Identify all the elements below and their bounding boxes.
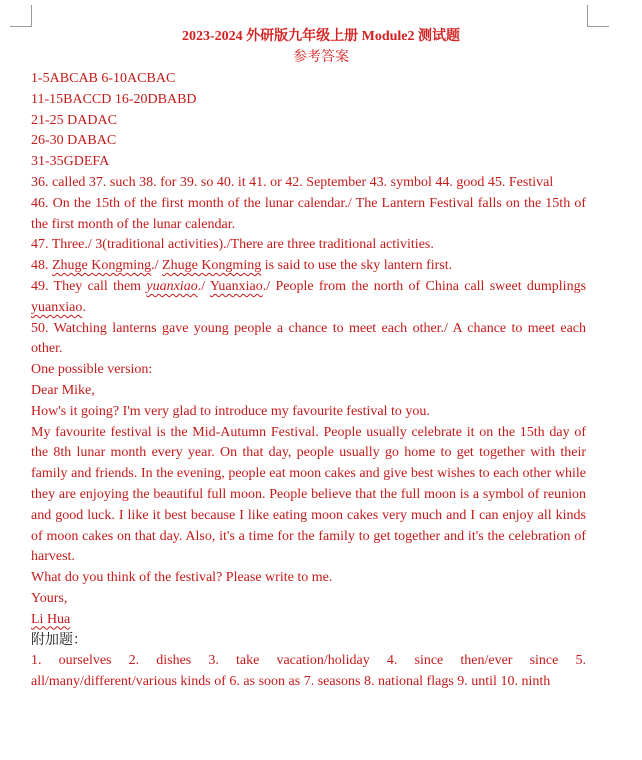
answer-49-line-b xyxy=(31,298,586,319)
writing-closing-question: What do you think of the festival? Please write to me. xyxy=(31,570,333,586)
answer-48-separator: ./ xyxy=(151,258,163,274)
answer-46-line-b: the first month of the lunar calendar. xyxy=(31,216,236,232)
answer-line-11-20: 11-15BACCD 16-20DBABD xyxy=(31,91,197,107)
answer-line-21-25: 21-25 DADAC xyxy=(31,112,117,128)
answer-48-prefix: 48. xyxy=(31,258,52,274)
document-title: 2023-2024 外研版九年级上册 Module2 测试题 xyxy=(181,29,461,44)
answer-49-word-3: yuanxiao xyxy=(31,299,83,315)
answer-49-separator: ./ xyxy=(197,278,210,294)
document-body xyxy=(31,69,586,693)
answer-49-prefix: 49. They call them xyxy=(31,278,147,294)
writing-name xyxy=(31,610,586,631)
writing-name-text: Li Hua xyxy=(31,611,71,627)
crop-mark-top-left-horizontal xyxy=(10,26,32,27)
answer-48-name-1: Zhuge Kongming xyxy=(52,258,152,274)
answer-49-word-1: yuanxiao xyxy=(146,278,198,294)
bonus-line-1: 1. ourselves 2. dishes 3. take vacation/holiday 4. since then/ever since 5. xyxy=(31,653,586,669)
answer-line-31-35: 31-35GDEFA xyxy=(31,154,110,170)
answer-46-line-a: 46. On the 15th of the first month of the lunar calendar./ The Lantern Festival falls on the 15th of xyxy=(31,195,586,211)
answer-line-26-30: 26-30 DABAC xyxy=(31,133,117,149)
answer-49-suffix: ./ People from the north of China call sweet dumplings xyxy=(262,278,587,294)
answer-48-name-2: Zhuge Kongming xyxy=(162,258,262,274)
answer-48 xyxy=(31,256,586,277)
document-subtitle: 参考答案 xyxy=(293,50,349,65)
answer-47: 47. Three./ 3(traditional activities)./There are three traditional activities. xyxy=(31,237,434,253)
bonus-line-2: all/many/different/various kinds of 6. as soon as 7. seasons 8. national flags 9. until 10. ninth xyxy=(31,674,551,690)
answer-49-line-a xyxy=(31,277,586,298)
answer-line-36-45: 36. called 37. such 38. for 39. so 40. it 41. or 42. September 43. symbol 44. good 45. Festival xyxy=(31,174,554,190)
bonus-heading: 附加题： xyxy=(31,632,87,648)
answer-50-line-a: 50. Watching lanterns gave young people a chance to meet each other./ A chance to meet each xyxy=(31,320,586,336)
writing-intro: How's it going? I'm very glad to introduce my favourite festival to you. xyxy=(31,403,430,419)
crop-mark-top-right-vertical xyxy=(587,5,588,27)
writing-body: My favourite festival is the Mid-Autumn Festival. People usually celebrate it on the 15th day of the 8th lunar month every year. On that day, people usually go home to get together with their family and friends. In the evening, people eat moon cakes and give best wishes to each other while they are enjoying the beautiful full moon. People believe that the full moon is a symbol of reunion and good luck. I like it best because I like eating moon cakes very much and I can enjoy all kinds of moon cakes on that day. Also, it's a time for the family to get together and it's the celebration of harvest. xyxy=(31,424,586,565)
crop-mark-top-right-horizontal xyxy=(587,26,609,27)
writing-greeting: Dear Mike, xyxy=(31,382,95,398)
answer-49-word-2: Yuanxiao xyxy=(209,278,263,294)
answer-49-end: . xyxy=(82,299,86,315)
answer-line-1-10: 1-5ABCAB 6-10ACBAC xyxy=(31,71,176,86)
writing-signoff: Yours, xyxy=(31,590,68,606)
answer-50-line-b: other. xyxy=(31,341,63,357)
crop-mark-top-left-vertical xyxy=(31,5,32,27)
writing-heading: One possible version: xyxy=(31,362,153,378)
answer-48-suffix: is said to use the sky lantern first. xyxy=(261,258,453,274)
